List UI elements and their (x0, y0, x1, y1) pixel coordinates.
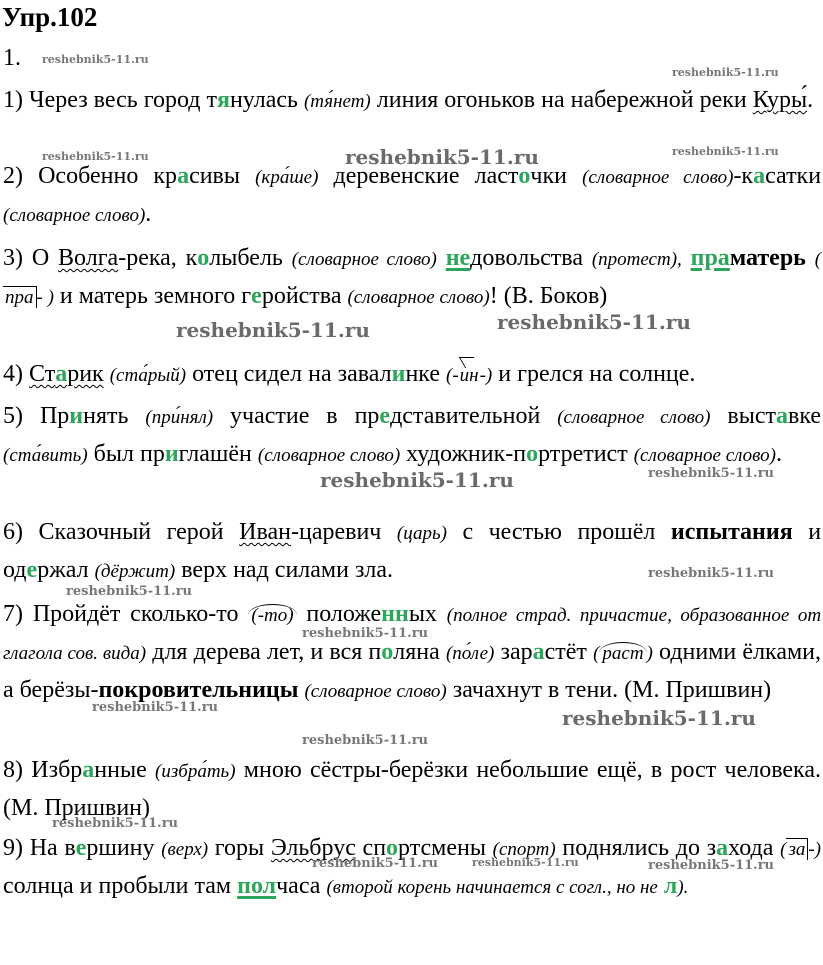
text: сатки (765, 163, 822, 189)
prefix-highlight: пра (690, 245, 730, 271)
text: На в (29, 835, 76, 861)
highlight-letter: о (381, 639, 394, 665)
highlight-letter: о (518, 163, 531, 189)
item-7 (3, 596, 821, 710)
hint: (тя́нет) (303, 91, 371, 112)
text: рик (67, 361, 104, 387)
hint: (верх) (161, 839, 209, 860)
text: и грелся на солнце. (498, 361, 696, 387)
watermark: reshebnik5-11.ru (672, 145, 779, 158)
highlight-letter: е (75, 835, 87, 861)
item-number: 1) (3, 87, 23, 113)
watermark: reshebnik5-11.ru (562, 706, 756, 730)
watermark: reshebnik5-11.ru (66, 584, 193, 599)
bold-word: покровительницы (98, 677, 299, 703)
text: Пройдёт сколько-то (32, 601, 239, 627)
highlight-letter: е (251, 283, 262, 309)
hint: (словарное слово) (257, 445, 401, 466)
hint: (второй корень начинается с согл., но не (326, 877, 658, 898)
text: Через весь город т (29, 87, 217, 113)
suffix-mark-text: (-то) (248, 604, 296, 626)
bold-word: испытания (670, 519, 793, 545)
highlight-letter: а (753, 163, 766, 189)
prefix-mark (786, 832, 808, 868)
text: ройства (261, 283, 342, 309)
highlight-letter: и (69, 403, 84, 429)
text: ревич (322, 519, 382, 545)
text: с честью прошёл (462, 519, 656, 545)
hint: ( (814, 249, 822, 270)
hint: (царь) (396, 523, 447, 544)
text: сп (362, 835, 387, 861)
text: О (31, 245, 50, 271)
item-8 (3, 752, 821, 826)
proper-noun: Куры́ (752, 87, 808, 113)
text: . (145, 201, 152, 227)
text: -река, к (118, 245, 198, 271)
hint: ( (593, 643, 600, 664)
item-number: 7) (3, 601, 23, 627)
root-mark (599, 636, 646, 672)
hint: (дёржит) (94, 561, 176, 582)
hint: (словарное слово) (347, 287, 490, 308)
hint: (избра́ть) (155, 761, 236, 782)
item-number: 5) (3, 403, 23, 429)
text: ршину (86, 835, 155, 861)
text: положе (306, 601, 382, 627)
watermark: reshebnik5-11.ru (92, 700, 219, 715)
watermark: reshebnik5-11.ru (302, 733, 429, 748)
watermark: reshebnik5-11.ru (472, 856, 579, 869)
text: нные (94, 757, 147, 783)
text: . (807, 87, 814, 113)
watermark: reshebnik5-11.ru (42, 150, 149, 163)
text: нке (405, 361, 441, 387)
text: поднялись до з (562, 835, 717, 861)
highlight-letter: а (716, 835, 729, 861)
highlight-letter: а (776, 403, 788, 429)
watermark: reshebnik5-11.ru (345, 145, 539, 169)
hint: (словарное слово) (633, 445, 776, 466)
text: деревенские ласт (333, 163, 519, 189)
exercise-title: Упр.102 (2, 2, 98, 32)
watermark: reshebnik5-11.ru (312, 856, 439, 871)
root-mark-text: раст (599, 642, 646, 664)
text: верх над силами зла. (181, 557, 394, 583)
watermark: reshebnik5-11.ru (302, 626, 429, 641)
text: Пр (39, 403, 70, 429)
text: участие в пр (230, 403, 380, 429)
highlight-letter: а (55, 361, 68, 387)
text: глашён (178, 441, 252, 467)
item-5 (3, 398, 821, 474)
hint: (словарное слово) (291, 249, 437, 270)
text: стёт (544, 639, 587, 665)
highlight-letter: о (197, 245, 210, 271)
text: для дерева лет, и вся п (152, 639, 382, 665)
text: часа (276, 873, 321, 899)
watermark: reshebnik5-11.ru (320, 468, 514, 492)
watermark: reshebnik5-11.ru (648, 466, 775, 481)
proper-noun: Эльбрус (270, 835, 356, 861)
item-number: 8) (3, 757, 23, 783)
highlight-letter: и (391, 361, 406, 387)
highlight-letter: о (526, 441, 539, 467)
text: дставительной (390, 403, 541, 429)
highlight-letter: е (379, 403, 391, 429)
text: . (775, 441, 782, 467)
text: ых (408, 601, 437, 627)
item-number: 9) (3, 835, 23, 861)
watermark: reshebnik5-11.ru (648, 858, 775, 873)
text: лыбель (209, 245, 283, 271)
bold-word: матерь (729, 245, 806, 271)
item-number: 6) (3, 519, 23, 545)
hint: (ста́вить) (3, 445, 88, 466)
hint: (словарное слово) (3, 205, 146, 226)
item-2 (3, 158, 821, 234)
suffix-mark (248, 598, 296, 634)
hint: ). (677, 877, 689, 898)
item-1 (3, 82, 821, 120)
text: сивы (189, 163, 241, 189)
watermark: reshebnik5-11.ru (42, 53, 149, 66)
text: одними ёлками, а берёзы- (3, 639, 822, 703)
text: -ц (290, 519, 312, 545)
hint: -) (479, 365, 493, 386)
text: ртретист (538, 441, 628, 467)
item-number: 3) (3, 245, 23, 271)
text: мною сёстры-берёзки небольшие ещё, в рост человека. (М. Пришвин) (3, 757, 822, 821)
hint: (ста́рый) (109, 365, 187, 386)
suffix-mark (459, 358, 480, 394)
hint: (спорт) (492, 839, 556, 860)
hint: (по́ле) (445, 643, 495, 664)
hint: (кра́ше) (255, 167, 319, 188)
text: ртсмены (398, 835, 486, 861)
text: хода (728, 835, 774, 861)
text: довольства (470, 245, 583, 271)
prefix-mark-text: за (786, 838, 808, 860)
text: чки (530, 163, 567, 189)
text: был пр (93, 441, 165, 467)
item-4 (3, 356, 821, 394)
proper-noun: Волга (58, 245, 119, 271)
highlight-letter: л (663, 873, 678, 899)
highlight-letter: е (26, 557, 38, 583)
text: линия огоньков на набережной реки (376, 87, 747, 113)
hint: ) (646, 643, 653, 664)
text: солнца и пробыли там (3, 873, 232, 899)
text: (В. Боков) (503, 283, 608, 309)
hint: (протест), (591, 249, 682, 270)
item-number: 4) (3, 361, 23, 387)
text: нулась (229, 87, 298, 113)
section-label: 1. (3, 45, 21, 71)
watermark: reshebnik5-11.ru (176, 318, 370, 342)
hint: -) (808, 839, 822, 860)
text: и матерь земного г (59, 283, 252, 309)
highlight-letter: о (386, 835, 399, 861)
hint: (полное страд. причастие, образованное от глагола сов. вида) (3, 605, 822, 664)
text: зачахнут в тени. (М. Пришвин) (452, 677, 772, 703)
text: ржал (37, 557, 89, 583)
text: вке (788, 403, 822, 429)
item-3 (3, 240, 821, 316)
watermark: reshebnik5-11.ru (497, 310, 691, 334)
text: нять (83, 403, 129, 429)
text: художник-п (406, 441, 527, 467)
text: выст (727, 403, 776, 429)
text: Избр (31, 757, 83, 783)
prefix-mark-text: пра (3, 286, 37, 308)
prefix-highlight: пол (237, 873, 277, 899)
highlight-letter: а (82, 757, 95, 783)
text: а (311, 519, 323, 545)
highlight-letter: а (532, 639, 545, 665)
text: ляна (393, 639, 440, 665)
text: и од (3, 519, 822, 583)
hint: - ) (36, 287, 54, 308)
text: отец сидел на завал (192, 361, 392, 387)
hint: (- (446, 365, 459, 386)
watermark: reshebnik5-11.ru (672, 66, 779, 79)
text: горы (214, 835, 265, 861)
text: Особенно кр (38, 163, 178, 189)
highlight-letter: нн (381, 601, 409, 627)
highlight-letter: и (164, 441, 179, 467)
proper-noun: Иван (239, 519, 291, 545)
text: Сказочный герой (38, 519, 224, 545)
text: зар (500, 639, 533, 665)
item-number: 2) (3, 163, 23, 189)
suffix-mark-text: ин (459, 365, 479, 386)
hint: (словарное слово) (304, 681, 447, 702)
prefix-mark (3, 280, 37, 316)
text: -к (733, 163, 754, 189)
hint: (словарное слово) (557, 407, 711, 428)
watermark: reshebnik5-11.ru (648, 566, 775, 581)
text: ! (489, 283, 498, 309)
hint: (при́нял) (145, 407, 214, 428)
hint: (словарное слово) (582, 167, 734, 188)
subject-word (29, 361, 104, 387)
text: Ст (29, 361, 56, 387)
watermark: reshebnik5-11.ru (52, 816, 179, 831)
highlight-letter: а (177, 163, 190, 189)
hint: ( (780, 839, 787, 860)
highlight-letter: я (216, 87, 230, 113)
prefix-highlight: не (445, 245, 471, 271)
